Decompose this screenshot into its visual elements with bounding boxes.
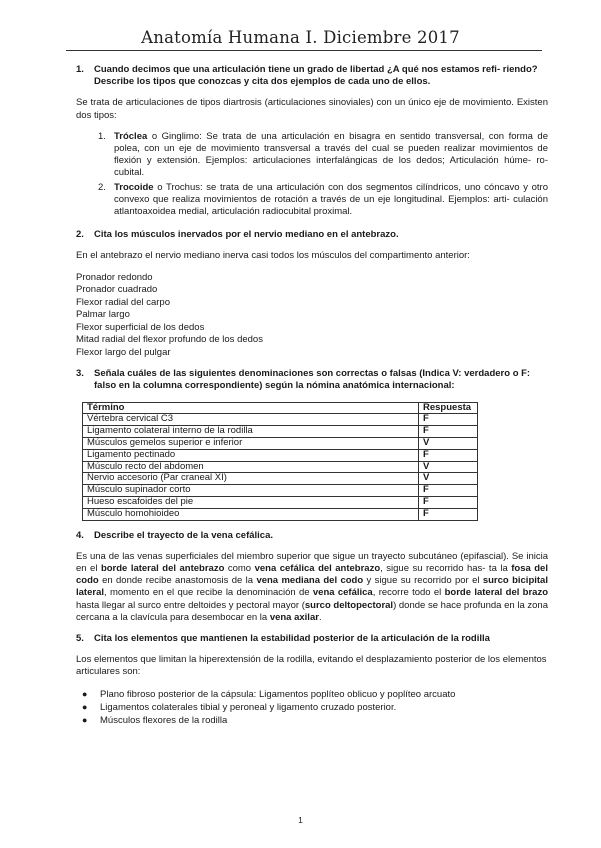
- highlighted-term: vena cefálica del antebrazo: [254, 562, 381, 574]
- list-item: Flexor radial del carpo: [76, 296, 170, 308]
- table-row: [83, 496, 478, 508]
- text-run: , recorre todo el: [372, 587, 445, 599]
- question-3-number: 3.: [76, 368, 84, 380]
- answer-cell: F: [419, 496, 478, 508]
- title-rule: [66, 50, 542, 51]
- answer-cell: V: [419, 461, 478, 473]
- highlighted-term: vena axilar: [269, 611, 319, 623]
- articulation-types-list: [98, 131, 548, 218]
- term-trochlea: Tróclea: [114, 130, 148, 142]
- question-5: [76, 633, 548, 645]
- term-cell: Nervio accesorio (Par craneal XI): [83, 473, 419, 485]
- text-run: como: [224, 562, 255, 574]
- table-row: [83, 437, 478, 449]
- table-row: [83, 449, 478, 461]
- text-run: en donde recibe anastomosis de la: [98, 575, 257, 587]
- highlighted-term: vena mediana del codo: [256, 575, 364, 587]
- answer-cell: F: [419, 449, 478, 461]
- highlighted-term: borde lateral del antebrazo: [100, 562, 225, 574]
- question-4-number: 4.: [76, 529, 84, 541]
- answer-5-intro: Los elementos que limitan la hiperextensión de la rodilla, evitando el desplazamiento posterior de los elementos articulares son:: [76, 654, 547, 678]
- term-cell: Hueso escafoides del pie: [83, 496, 419, 508]
- term-trocoide: Trocoide: [114, 181, 154, 193]
- list-item-text: Ligamentos colaterales tibial y peroneal y ligamento cruzado posterior.: [100, 701, 397, 713]
- question-3: [76, 368, 548, 392]
- answer-cell: V: [419, 437, 478, 449]
- question-2-text: Cita los músculos inervados por el nervio mediano en el antebrazo.: [94, 229, 399, 241]
- muscle-list: [76, 272, 548, 360]
- text-run: , sigue su recorrido has- ta la: [380, 562, 512, 574]
- question-5-text: Cita los elementos que mantienen la estabilidad posterior de la articulación de la rodilla: [94, 632, 490, 644]
- list-item: [98, 131, 548, 180]
- column-header-answer: Respuesta: [419, 402, 478, 414]
- question-4: [76, 530, 548, 542]
- term-cell: Músculo supinador corto: [83, 485, 419, 497]
- table-row: [83, 426, 478, 438]
- answer-cell: V: [419, 473, 478, 485]
- terms-table: [82, 402, 478, 521]
- highlighted-term: surco bicipital lateral: [76, 575, 548, 599]
- table-row: [83, 461, 478, 473]
- term-cell: Ligamento pectinado: [83, 449, 419, 461]
- highlighted-term: vena cefálica: [312, 587, 373, 599]
- list-item: Flexor superficial de los dedos: [76, 321, 205, 333]
- question-1-text: Cuando decimos que una articulación tiene un grado de libertad ¿A qué nos estamos refi- riendo? Describe los tipos que conozcas y cita dos ejemplos de cada uno de ellos.: [94, 64, 538, 88]
- table-row: [83, 508, 478, 520]
- answer-cell: F: [419, 426, 478, 438]
- answer-cell: F: [419, 414, 478, 426]
- list-item: [98, 182, 548, 219]
- bullet-icon: ●: [82, 714, 88, 725]
- page-number: 1: [298, 815, 303, 825]
- stability-elements-list: [82, 688, 548, 727]
- table-row: [83, 414, 478, 426]
- list-item: Palmar largo: [76, 309, 130, 321]
- bullet-icon: ●: [82, 688, 88, 699]
- list-item: Pronador cuadrado: [76, 284, 158, 296]
- table-header-row: [83, 402, 478, 414]
- trochlea-description: o Ginglimo: Se trata de una articulación en bisagra en sentido transversal, con forma de polea, con un eje de movimiento transversal a través del cual se pueden realizar movimientos de flexión y extensión. Ejemplos: articulaciones interfalángicas de los dedos; Articulación húme- ro-cubital.: [114, 130, 548, 179]
- text-run: , momento en el que recibe la denominación de: [104, 587, 313, 599]
- trocoide-description: o Trochus: se trata de una articulación con dos segmentos cilíndricos, uno cóncavo y otro convexo que realiza movimientos de rotación a través de un eje longitudinal. Ejemplos: arti- culación atlantoaxoidea medial, articulación radiocubital proximal.: [114, 181, 548, 218]
- question-2: [76, 229, 548, 241]
- question-1: [76, 64, 548, 88]
- list-item: Mitad radial del flexor profundo de los dedos: [76, 334, 263, 346]
- text-run: hasta llegar al surco entre deltoides y pectoral mayor (: [76, 599, 305, 611]
- text-run: .: [318, 611, 322, 623]
- bullet-icon: ●: [82, 701, 88, 712]
- term-cell: Ligamento colateral interno de la rodilla: [83, 426, 419, 438]
- text-run: y sigue su recorrido por el: [363, 575, 483, 587]
- highlighted-term: surco deltopectoral: [304, 599, 394, 611]
- document-body: [76, 64, 548, 727]
- question-4-text: Describe el trayecto de la vena cefálica.: [94, 529, 274, 541]
- term-cell: Músculo homohioideo: [83, 508, 419, 520]
- list-item: Pronador redondo: [76, 271, 153, 283]
- list-item: Flexor largo del pulgar: [76, 346, 171, 358]
- question-1-number: 1.: [76, 64, 84, 75]
- question-2-number: 2.: [76, 229, 84, 241]
- term-cell: Músculos gemelos superior e inferior: [83, 437, 419, 449]
- list-item-text: Plano fibroso posterior de la cápsula: Ligamentos poplíteo oblicuo y poplíteo arcuato: [100, 688, 456, 700]
- list-item: [82, 688, 548, 701]
- list-item: [82, 714, 548, 727]
- text-run: ) donde se hace profunda en la zona cercana a la clavícula para desembocar en la: [76, 599, 548, 623]
- highlighted-term: fosa del codo: [76, 562, 548, 587]
- term-cell: Vértebra cervical C3: [83, 414, 419, 426]
- answer-2-intro: En el antebrazo el nervio mediano inerva casi todos los músculos del compartimento anterior:: [76, 250, 470, 262]
- answer-cell: F: [419, 508, 478, 520]
- highlighted-term: borde lateral del brazo: [444, 587, 549, 599]
- list-item: [82, 701, 548, 714]
- text-run: Es una de las venas superficiales del miembro superior que sigue un trayecto subcutáneo (epifascial). Se inicia en el: [76, 550, 548, 574]
- list-item-number: 1.: [98, 130, 106, 142]
- answer-1-intro: Se trata de articulaciones de tipos diartrosis (articulaciones sinoviales) con un único eje de movimiento. Existen dos tipos:: [76, 97, 548, 121]
- term-cell: Músculo recto del abdomen: [83, 461, 419, 473]
- column-header-term: Término: [83, 402, 419, 414]
- list-item-text: Músculos flexores de la rodilla: [100, 714, 228, 726]
- question-5-number: 5.: [76, 632, 84, 644]
- document-title: Anatomía Humana I. Diciembre 2017: [141, 28, 460, 47]
- list-item-number: 2.: [98, 181, 106, 193]
- answer-cell: F: [419, 485, 478, 497]
- question-3-text: Señala cuáles de las siguientes denominaciones son correctas o falsas (Indica V: verdadero o F: falso en la columna correspondiente) según la nómina anatómica internacional:: [94, 368, 531, 392]
- table-row: [83, 485, 478, 497]
- table-row: [83, 473, 478, 485]
- answer-4-paragraph: [76, 551, 548, 624]
